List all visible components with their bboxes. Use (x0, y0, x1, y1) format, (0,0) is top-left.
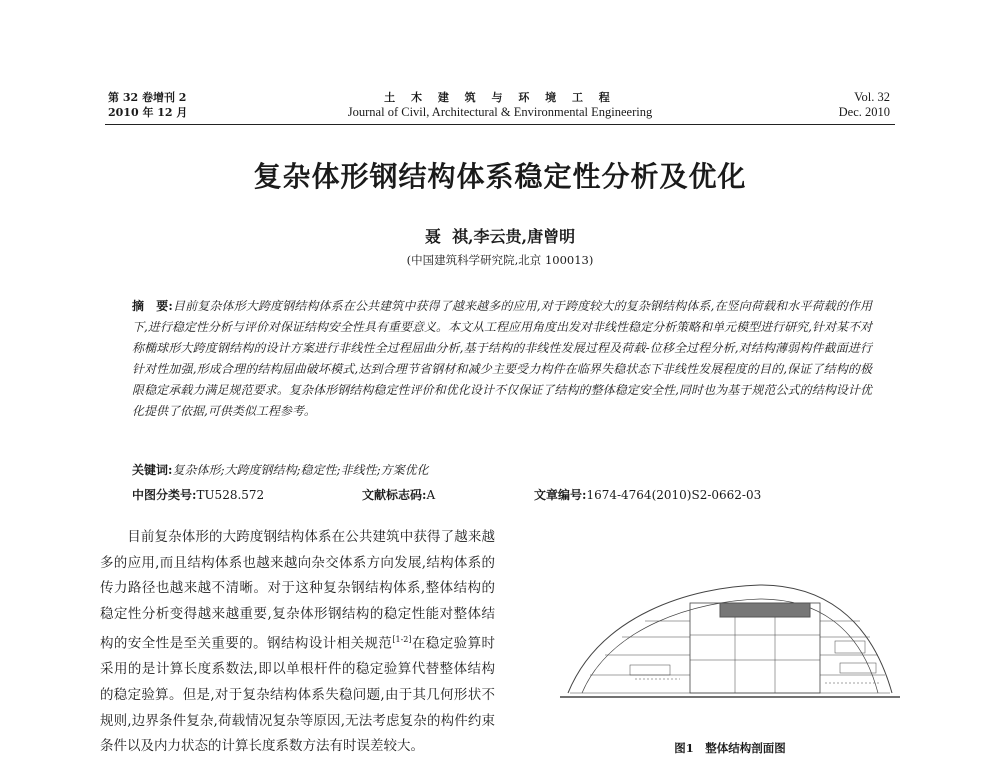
date-cn: 2010 年 12 月 (108, 106, 188, 119)
keywords-text: 复杂体形;大跨度钢结构;稳定性;非线性;方案优化 (172, 463, 429, 477)
doc-value: A (426, 488, 436, 502)
citation-ref: [1-2] (392, 635, 412, 645)
journal-issue-cn (108, 90, 187, 120)
journal-name (300, 90, 700, 120)
journal-name-cn: 土 木 建 筑 与 环 境 工 程 (384, 91, 616, 104)
volume-cn: 第 32 卷增刊 2 (108, 91, 187, 104)
article-value: 1674-4764(2010)S2-0662-03 (586, 488, 762, 502)
document-code (362, 486, 435, 503)
journal-name-en: Journal of Civil, Architectural & Environmental Engineering (347, 105, 653, 119)
authors: 聂 祺,李云贵,唐曾明 (424, 227, 576, 246)
figure-structure-section (560, 575, 900, 725)
abstract (132, 296, 872, 422)
figure-caption: 图1 整体结构剖面图 (674, 741, 786, 755)
article-number (534, 486, 761, 503)
affiliation: (中国建筑科学研究院,北京 100013) (406, 253, 594, 267)
article-label: 文章编号: (534, 488, 587, 502)
journal-issue-en (839, 90, 890, 120)
paper-title: 复杂体形钢结构体系稳定性分析及优化 (253, 160, 747, 193)
clc-value: TU528.572 (196, 488, 265, 502)
body-paragraph (100, 525, 495, 760)
keywords-label: 关键词: (132, 463, 173, 477)
stage-block (720, 603, 810, 617)
abstract-text: 目前复杂体形大跨度钢结构体系在公共建筑中获得了越来越多的应用,对于跨度较大的复杂钢结构体系,在竖向荷载和水平荷载的作用下,进行稳定性分析与评价对保证结构安全性具有重要意义。本文从工程应用角度出发对非线性稳定分析策略和单元模型进行研究,针对某不对称椭球形大跨度钢结构的设计方案进行非线性全过程屈曲分析,基于结构的非线性发展过程及荷载-位移全过程分析,对结构薄弱构件截面进行针对性加强,形成合理的结构屈曲破坏模式,达到合理节省钢材和减少主要受力构件在临界失稳状态下非线性发展程度的目的,保证了结构的极限稳定承载力满足规范要求。复杂体形钢结构稳定性评价和优化设计不仅保证了结构的整体稳定安全性,同时也为基于规范公式的结构设计优化提供了依据,可供类似工程参考。 (132, 299, 873, 418)
abstract-label: 摘 要: (132, 299, 173, 313)
body-text-part2: 在稳定验算时采用的是计算长度系数法,即以单根杆件的稳定验算代替整体结构的稳定验算。但是,对于复杂结构体系失稳问题,由于其几何形状不规则,边界条件复杂,荷载情况复杂等原因,无法考虑复杂的构件约束条件以及内力状态的计算长度系数方法有时误差较大。 (100, 635, 496, 755)
clc-number (132, 486, 264, 503)
body-text-part1: 目前复杂体形的大跨度钢结构体系在公共建筑中获得了越来越多的应用,而且结构体系也越来越向杂交体系方向发展,结构体系的传力路径也越来越不清晰。对于这种复杂钢结构体系,整体结构的稳定性分析变得越来越重要,复杂体形钢结构的稳定性能对整体结构的安全性是至关重要的。钢结构设计相关规范 (100, 529, 495, 652)
volume-en: Vol. 32 (854, 90, 890, 104)
header-divider (105, 124, 895, 125)
keywords (132, 461, 872, 478)
clc-label: 中图分类号: (132, 488, 197, 502)
date-en: Dec. 2010 (838, 105, 890, 119)
doc-label: 文献标志码: (362, 488, 427, 502)
